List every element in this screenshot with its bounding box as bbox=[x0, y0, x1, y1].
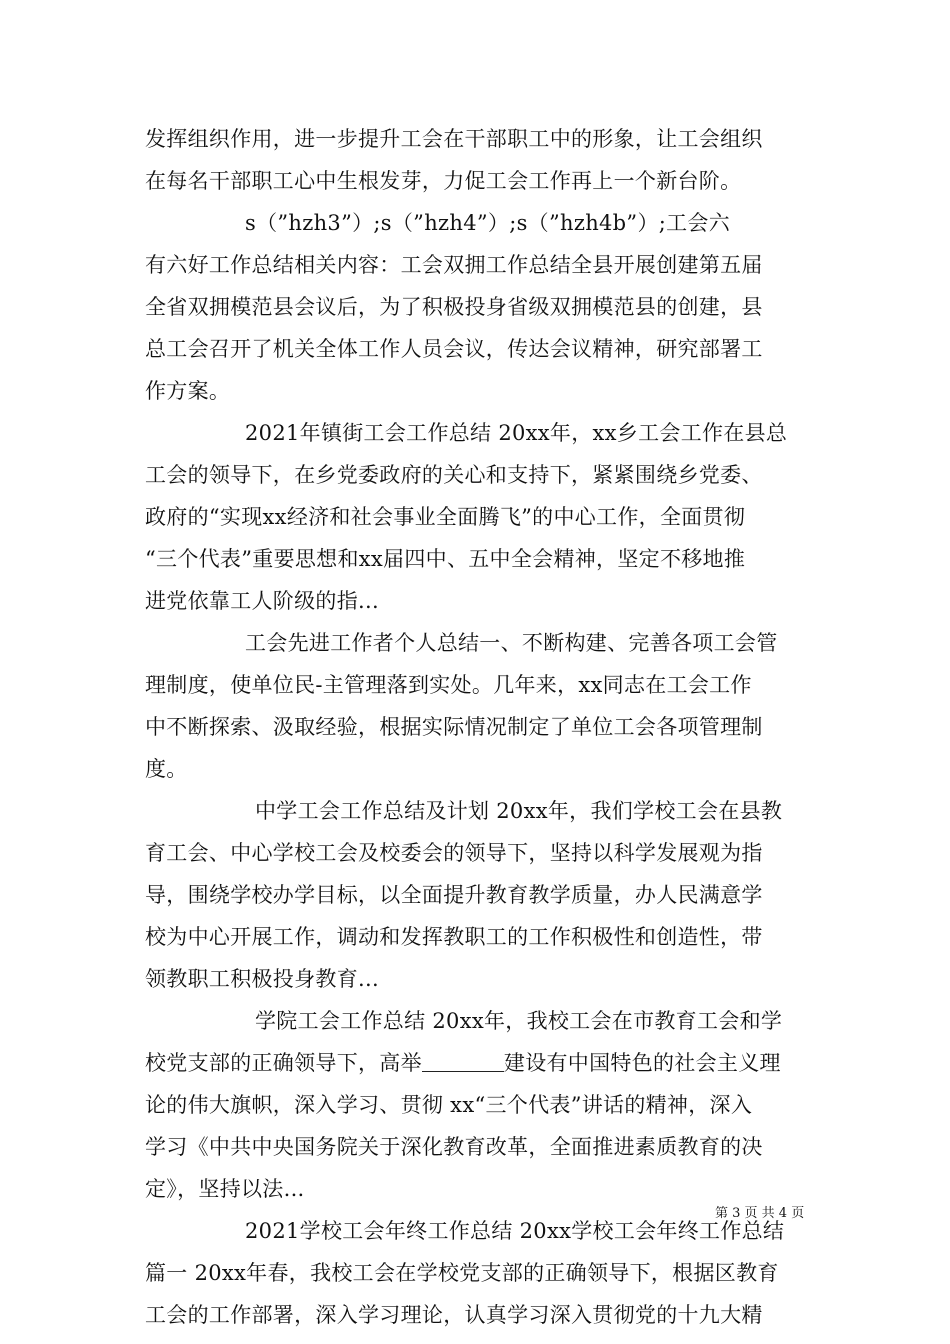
text-line: 中不断探索、汲取经验，根据实际情况制定了单位工会各项管理制 bbox=[145, 715, 763, 739]
text-line bbox=[145, 1042, 810, 1084]
text-line: 2021年镇街工会工作总结 20xx年，xx乡工会工作在县总 bbox=[245, 421, 788, 445]
text-line: 领教职工积极投身教育... bbox=[145, 967, 379, 991]
text-line: 度。 bbox=[145, 757, 188, 781]
text-segment: 建设有中国特色的社会主义理 bbox=[503, 1051, 781, 1075]
text-line: 学院工会工作总结 20xx年，我校工会在市教育工会和学 bbox=[255, 1009, 783, 1033]
text-line: 总工会召开了机关全体工作人员会议，传达会议精神，研究部署工 bbox=[145, 337, 763, 361]
text-line: 发挥组织作用，进一步提升工会在干部职工中的形象，让工会组织 bbox=[145, 127, 763, 151]
text-line: 校为中心开展工作，调动和发挥教职工的工作积极性和创造性，带 bbox=[145, 925, 763, 949]
text-line: 在每名干部职工心中生根发芽，力促工会工作再上一个新台阶。 bbox=[145, 169, 742, 193]
text-line: 2021学校工会年终工作总结 20xx学校工会年终工作总结 bbox=[245, 1219, 785, 1243]
text-line: 工会的工作部署，深入学习理论，认真学习深入贯彻党的十九大精 bbox=[145, 1303, 763, 1327]
text-line: 育工会、中心学校工会及校委会的领导下，坚持以科学发展观为指 bbox=[145, 841, 763, 865]
text-line: 定》，坚持以法... bbox=[145, 1177, 305, 1201]
document-body bbox=[145, 118, 810, 1336]
text-line: “三个代表”重要思想和xx届四中、五中全会精神，坚定不移地推 bbox=[145, 547, 746, 571]
text-line: 全省双拥模范县会议后，为了积极投身省级双拥模范县的创建，县 bbox=[145, 295, 763, 319]
text-line: 论的伟大旗帜，深入学习、贯彻 xx“三个代表”讲话的精神，深入 bbox=[145, 1093, 753, 1117]
blank-underline bbox=[422, 1053, 504, 1072]
text-line: 政府的“实现xx经济和社会事业全面腾飞”的中心工作，全面贯彻 bbox=[145, 505, 746, 529]
text-line: 篇一 20xx年春，我校工会在学校党支部的正确领导下，根据区教育 bbox=[145, 1261, 779, 1285]
text-segment: 校党支部的正确领导下，高举 bbox=[145, 1051, 422, 1075]
text-line: 导，围绕学校办学目标，以全面提升教育教学质量，办人民满意学 bbox=[145, 883, 763, 907]
text-line: 作方案。 bbox=[145, 379, 231, 403]
page-number-footer: 第 3 页 共 4 页 bbox=[715, 1206, 805, 1221]
text-line: s（”hzh3”）;s（”hzh4”）;s（”hzh4b”）;工会六 bbox=[245, 211, 731, 235]
text-line: 工会先进工作者个人总结一、不断构建、完善各项工会管 bbox=[245, 631, 778, 655]
text-line: 理制度，使单位民-主管理落到实处。几年来，xx同志在工会工作 bbox=[145, 673, 752, 697]
text-line: 工会的领导下，在乡党委政府的关心和支持下，紧紧围绕乡党委、 bbox=[145, 463, 763, 487]
text-line: 有六好工作总结相关内容：工会双拥工作总结全县开展创建第五届 bbox=[145, 253, 763, 277]
text-line: 学习《中共中央国务院关于深化教育改革，全面推进素质教育的决 bbox=[145, 1135, 763, 1159]
text-line: 进党依靠工人阶级的指... bbox=[145, 589, 379, 613]
text-line: 中学工会工作总结及计划 20xx年，我们学校工会在县教 bbox=[255, 799, 783, 823]
